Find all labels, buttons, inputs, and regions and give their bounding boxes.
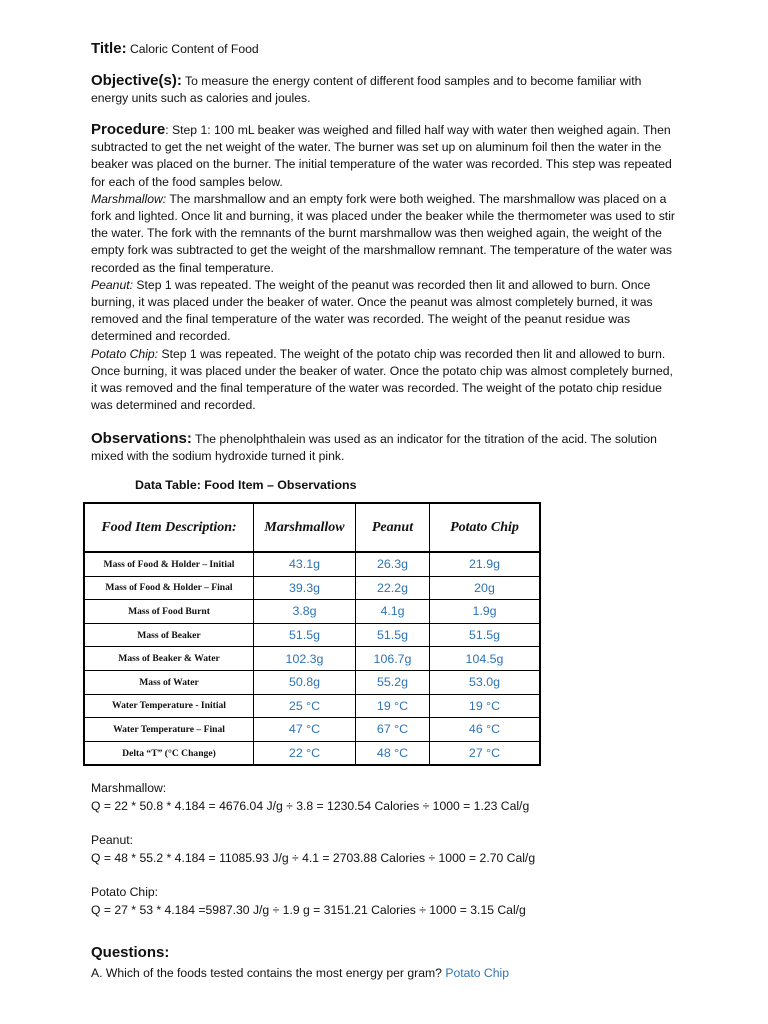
question-a-answer: Potato Chip	[445, 966, 509, 981]
observations-heading: Observations:	[91, 430, 192, 447]
cell-value: 21.9g	[430, 552, 541, 576]
cell-value: 53.0g	[430, 670, 541, 694]
cell-value: 51.5g	[356, 623, 430, 647]
table-row	[84, 718, 540, 742]
title-text: Caloric Content of Food	[129, 42, 259, 56]
table-row	[84, 741, 540, 765]
peanut-label: Peanut:	[91, 277, 134, 292]
observations-block	[91, 430, 681, 465]
data-table-title: Data Table: Food Item – Observations	[135, 478, 357, 492]
cell-value: 1.9g	[430, 600, 541, 624]
calc-formula: Q = 27 * 53 * 4.184 =5987.30 J/g ÷ 1.9 g = 3151.21 Calories ÷ 1000 = 3.15 Cal/g	[91, 902, 526, 917]
cell-value: 19 °C	[356, 694, 430, 718]
table-row	[84, 576, 540, 600]
procedure-heading: Procedure	[91, 121, 166, 138]
calc-name: Peanut:	[91, 833, 134, 847]
procedure-colon: :	[165, 123, 169, 137]
row-label: Water Temperature – Final	[84, 718, 254, 742]
calc-formula: Q = 22 * 50.8 * 4.184 = 4676.04 J/g ÷ 3.8 = 1230.54 Calories ÷ 1000 = 1.23 Cal/g	[91, 798, 530, 813]
cell-value: 22 °C	[254, 741, 356, 765]
questions-block	[91, 944, 681, 982]
cell-value: 27 °C	[430, 741, 541, 765]
title-heading: Title:	[91, 40, 127, 57]
marshmallow-text: The marshmallow and an empty fork were both weighed. The marshmallow was placed on a fork and lighted. Once lit and burning, it was placed under the beaker while the thermometer was used to stir the water. The fork with the remnants of the burnt marshmallow was then weighed again, the weight of the empty fork was subtracted to get the weight of the marshmallow remnant. The temperature of the water was recorded as the final temperature.	[91, 191, 675, 275]
observations-text: The phenolphthalein was used as an indicator for the titration of the acid. The solution mixed with the sodium hydroxide turned it pink.	[91, 432, 657, 464]
cell-value: 67 °C	[356, 718, 430, 742]
data-table	[83, 502, 541, 766]
table-header-row	[84, 503, 540, 552]
cell-value: 26.3g	[356, 552, 430, 576]
calc-name: Potato Chip:	[91, 885, 159, 899]
objective-block	[91, 72, 681, 107]
cell-value: 48 °C	[356, 741, 430, 765]
cell-value: 4.1g	[356, 600, 430, 624]
peanut-text: Step 1 was repeated. The weight of the peanut was recorded then lit and allowed to burn. Once burning, it was placed under the beaker of water. Once the peanut was almost completely burned, it was removed and the final temperature of the water was recorded. The weight of the peanut residue was determined and recorded.	[91, 277, 653, 344]
procedure-block	[91, 121, 681, 414]
calc-marshmallow	[91, 780, 691, 815]
header-marshmallow: Marshmallow	[254, 503, 356, 552]
cell-value: 46 °C	[430, 718, 541, 742]
marshmallow-label: Marshmallow:	[91, 191, 167, 206]
row-label: Delta “T” (°C Change)	[84, 741, 254, 765]
cell-value: 25 °C	[254, 694, 356, 718]
cell-value: 106.7g	[356, 647, 430, 671]
objective-text: To measure the energy content of different food samples and to become familiar with energy units such as calories and joules.	[91, 74, 642, 106]
calc-peanut	[91, 832, 691, 867]
table-row	[84, 600, 540, 624]
objective-heading: Objective(s):	[91, 72, 182, 89]
calc-name: Marshmallow:	[91, 781, 167, 795]
cell-value: 20g	[430, 576, 541, 600]
row-label: Mass of Food Burnt	[84, 600, 254, 624]
cell-value: 51.5g	[430, 623, 541, 647]
cell-value: 55.2g	[356, 670, 430, 694]
table-row	[84, 552, 540, 576]
cell-value: 50.8g	[254, 670, 356, 694]
row-label: Water Temperature - Initial	[84, 694, 254, 718]
table-row	[84, 694, 540, 718]
cell-value: 19 °C	[430, 694, 541, 718]
calc-potato-chip	[91, 884, 691, 919]
row-label: Mass of Food & Holder – Final	[84, 576, 254, 600]
cell-value: 43.1g	[254, 552, 356, 576]
chip-label: Potato Chip:	[91, 346, 159, 361]
cell-value: 102.3g	[254, 647, 356, 671]
calc-formula: Q = 48 * 55.2 * 4.184 = 11085.93 J/g ÷ 4.1 = 2703.88 Calories ÷ 1000 = 2.70 Cal/g	[91, 850, 536, 865]
cell-value: 39.3g	[254, 576, 356, 600]
header-peanut: Peanut	[356, 503, 430, 552]
header-potato-chip: Potato Chip	[430, 503, 541, 552]
cell-value: 104.5g	[430, 647, 541, 671]
procedure-step1: Step 1: 100 mL beaker was weighed and filled half way with water then weighed again. Then subtracted to get the net weight of the water. The burner was set up on aluminum foil then the water in the beaker was placed on the burner. The initial temperature of the water was recorded. This step was repeated for each of the food samples below.	[91, 123, 672, 189]
row-label: Mass of Food & Holder – Initial	[84, 552, 254, 576]
row-label: Mass of Water	[84, 670, 254, 694]
table-row	[84, 647, 540, 671]
cell-value: 22.2g	[356, 576, 430, 600]
question-a	[91, 965, 681, 982]
chip-text: Step 1 was repeated. The weight of the potato chip was recorded then lit and allowed to burn. Once burning, it was placed under the beaker of water. Once the potato chip was almost completely burned, it was removed and the final temperature of the water was recorded. The weight of the potato chip residue was determined and recorded.	[91, 346, 673, 413]
row-label: Mass of Beaker	[84, 623, 254, 647]
header-food-item: Food Item Description:	[84, 503, 254, 552]
cell-value: 3.8g	[254, 600, 356, 624]
title-line	[91, 40, 681, 58]
question-a-text: A. Which of the foods tested contains the most energy per gram?	[91, 966, 442, 981]
questions-heading: Questions:	[91, 944, 170, 961]
table-row	[84, 623, 540, 647]
cell-value: 51.5g	[254, 623, 356, 647]
table-row	[84, 670, 540, 694]
cell-value: 47 °C	[254, 718, 356, 742]
row-label: Mass of Beaker & Water	[84, 647, 254, 671]
